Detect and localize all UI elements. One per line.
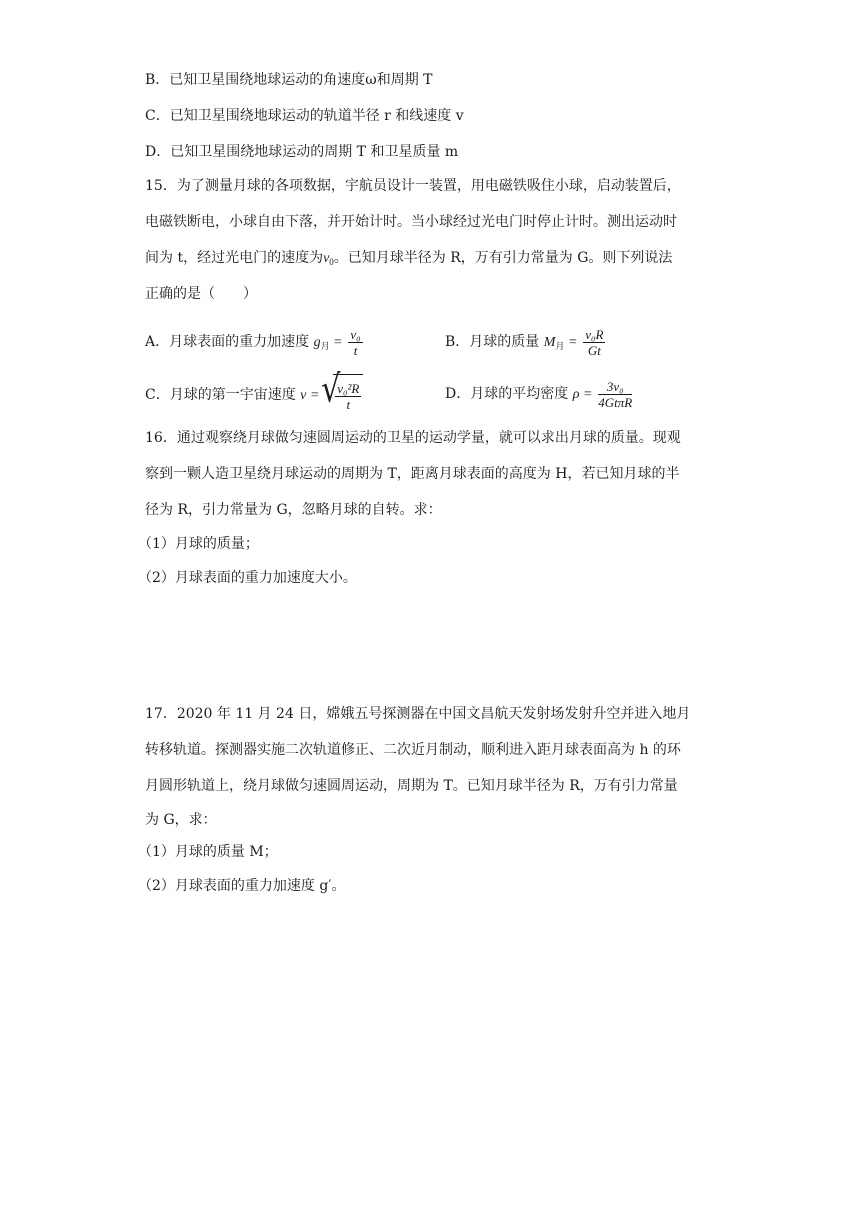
- q15-stem-line3-b: 。已知月球半径为 R，万有引力常量为 G。则下列说法: [333, 250, 673, 266]
- option-b-denominator: Gt: [587, 342, 601, 358]
- q16-stem-line1: 16．通过观察绕月球做匀速圆周运动的卫星的运动学量，就可以求出月球的质量。现观: [145, 430, 681, 446]
- q17-stem-line1: 17．2020 年 11 月 24 日，嫦娥五号探测器在中国文昌航天发射场发射升空并进入地月: [145, 706, 691, 722]
- option-c-denominator: t: [346, 396, 351, 412]
- q16-sub1: （1）月球的质量；: [138, 536, 259, 552]
- q15-option-b: B．月球的质量 $M_月$ = $\frac{\text{v₀R}}{Gt}$: [445, 326, 604, 358]
- q15-option-d: D．月球的平均密度 ρ = $\frac{\text{3v₀}}{\text{4GtπR}}$: [445, 378, 633, 410]
- q14-option-b: B．已知卫星围绕地球运动的角速度ω和周期 T: [145, 72, 433, 88]
- q14-option-c: C．已知卫星围绕地球运动的轨道半径 r 和线速度 v: [145, 108, 464, 124]
- option-c-numerator: √ v₀²R: [337, 380, 360, 396]
- option-d-numerator: 3v₀: [598, 379, 632, 395]
- option-a-fraction: [348, 327, 362, 358]
- option-c-fraction: [335, 381, 361, 412]
- q17-sub1: （1）月球的质量 M；: [138, 844, 278, 860]
- q15-stem-line3-a: 间为 t，经过光电门的速度为: [145, 250, 324, 266]
- option-d-fraction: [598, 379, 632, 410]
- q15-stem-line1: 15．为了测量月球的各项数据，宇航员设计一装置，用电磁铁吸住小球，启动装置后，: [145, 178, 681, 194]
- v0-symbol: $v_0$: [323, 251, 334, 267]
- option-a-lhs: $g_月$: [313, 335, 330, 351]
- q17-stem-line2: 转移轨道。探测器实施二次轨道修正、二次近月制动，顺利进入距月球表面高为 h 的环: [145, 742, 681, 758]
- q15-stem-line3: [145, 248, 672, 272]
- option-b-lhs: $M_月$: [543, 335, 565, 351]
- q14-option-d: D．已知卫星围绕地球运动的周期 T 和卫星质量 m: [145, 144, 459, 160]
- option-c-label: C．月球的第一宇宙速度: [145, 387, 296, 403]
- option-b-label: B．月球的质量: [445, 334, 540, 350]
- q16-stem-line3: 径为 R，引力常量为 G，忽略月球的自转。求：: [145, 502, 442, 518]
- q17-stem-line4: 为 G，求：: [145, 812, 217, 828]
- option-d-label: D．月球的平均密度: [445, 386, 569, 402]
- q17-stem-line3: 月圆形轨道上，绕月球做匀速圆周运动，周期为 T。已知月球半径为 R，万有引力常量: [145, 778, 678, 794]
- option-d-lhs: ρ: [572, 387, 580, 402]
- option-a-numerator: v₀: [350, 326, 361, 342]
- q15-option-c: C．月球的第一宇宙速度 v = √ $\frac{\text{v₀²R}}{t}$: [145, 374, 363, 414]
- option-c-sqrt: [323, 374, 363, 416]
- option-c-lhs: v: [300, 388, 307, 403]
- q16-stem-line2: 察到一颗人造卫星绕月球运动的周期为 T，距离月球表面的高度为 H，若已知月球的半: [145, 466, 680, 482]
- q15-stem-line4: 正确的是（ ）: [145, 286, 257, 302]
- option-b-fraction: [583, 327, 605, 358]
- option-a-denominator: t: [353, 342, 358, 358]
- q17-sub2: （2）月球表面的重力加速度 g′。: [138, 878, 346, 894]
- q16-sub2: （2）月球表面的重力加速度大小。: [138, 570, 357, 586]
- option-d-denominator: 4GtπR: [598, 394, 633, 410]
- q15-stem-line2: 电磁铁断电，小球自由下落，并开始计时。当小球经过光电门时停止计时。测出运动时: [145, 214, 677, 230]
- option-a-label: A．月球表面的重力加速度: [145, 334, 310, 350]
- q15-option-a: A．月球表面的重力加速度 $g_月$ = $\frac{\text{v₀}}{t}$: [145, 326, 361, 358]
- option-b-numerator: v₀R: [585, 326, 604, 342]
